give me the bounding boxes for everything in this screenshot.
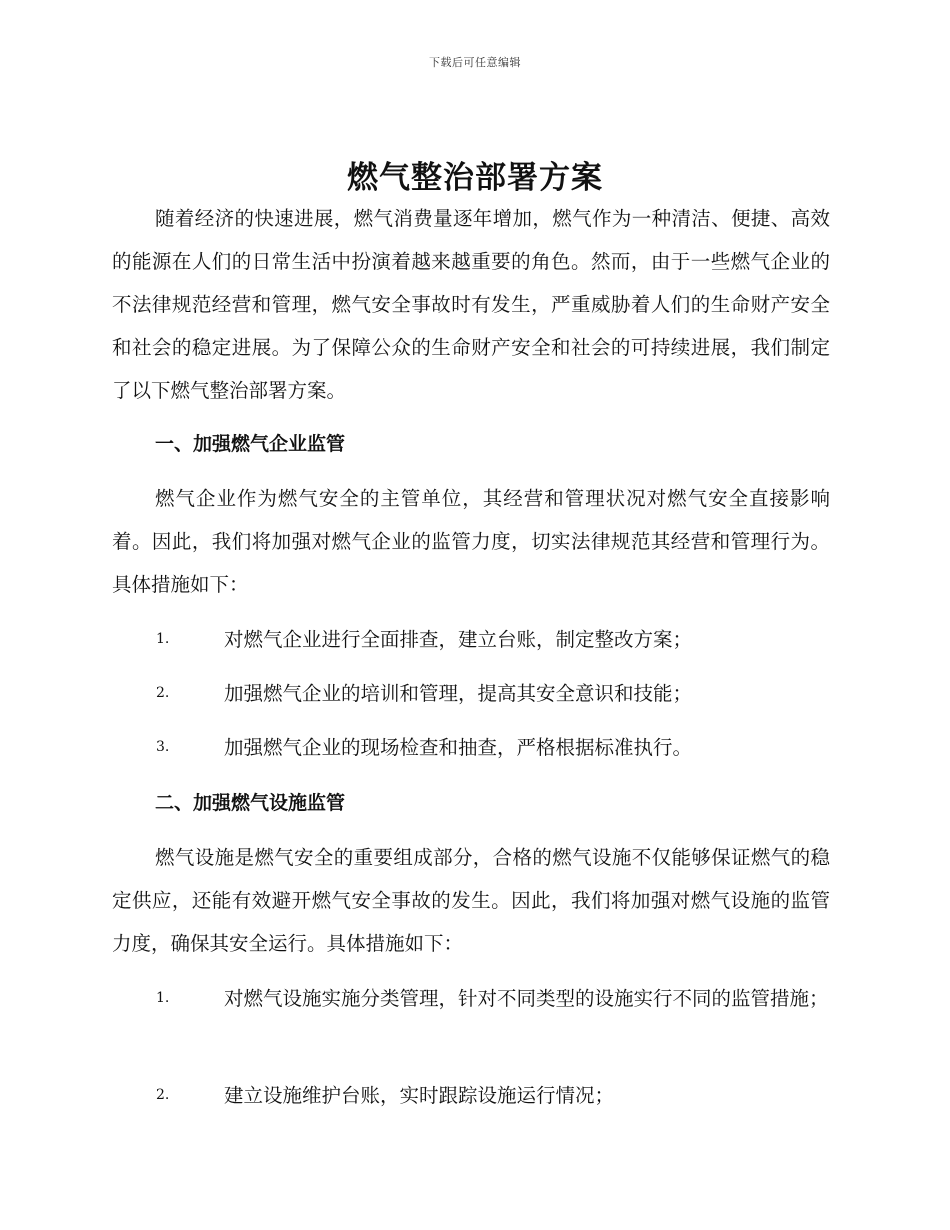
document-title: 燃气整治部署方案 [347, 160, 603, 196]
list-text: 建立设施维护台账，实时跟踪设施运行情况； [224, 1084, 615, 1107]
section-heading-1: 一、加强燃气企业监管 [155, 433, 346, 455]
list-text: 加强燃气企业的培训和管理，提高其安全意识和技能； [224, 682, 693, 705]
intro-paragraph: 随着经济的快速进展，燃气消费量逐年增加，燃气作为一种清洁、便捷、高效的能源在人们的日常生活中扮演着越来越重要的角色。然而，由于一些燃气企业的不法律规范经营和管理，燃气安全事故时有发生，严重威胁着人们的生命财产安全和社会的稳定进展。为了保障公众的生命财产安全和社会的可持续进展，我们制定了以下燃气整治部署方案。 [112, 207, 830, 402]
list-number: 2. [156, 685, 170, 701]
section-1-paragraph: 燃气企业作为燃气安全的主管单位，其经营和管理状况对燃气安全直接影响着。因此，我们将加强对燃气企业的监管力度，切实法律规范其经营和管理行为。具体措施如下： [112, 487, 830, 596]
list-number: 3. [156, 739, 170, 755]
list-item [112, 618, 830, 661]
header-note: 下载后可任意编辑 [429, 56, 521, 69]
list-text: 对燃气企业进行全面排查，建立台账，制定整改方案； [224, 628, 693, 651]
list-item [112, 1074, 830, 1117]
list-item [112, 977, 830, 1020]
list-number: 2. [156, 1087, 170, 1103]
list-text: 对燃气设施实施分类管理，针对不同类型的设施实行不同的监管措施； [224, 987, 829, 1010]
list-item [112, 726, 830, 769]
list-item [112, 672, 830, 715]
list-text: 加强燃气企业的现场检查和抽查，严格根据标准执行。 [224, 736, 693, 759]
section-2-paragraph: 燃气设施是燃气安全的重要组成部分，合格的燃气设施不仅能够保证燃气的稳定供应，还能有效避开燃气安全事故的发生。因此，我们将加强对燃气设施的监管力度，确保其安全运行。具体措施如下： [112, 846, 830, 955]
list-number: 1. [156, 990, 170, 1006]
section-heading-2: 二、加强燃气设施监管 [155, 792, 346, 814]
list-number: 1. [156, 631, 170, 647]
